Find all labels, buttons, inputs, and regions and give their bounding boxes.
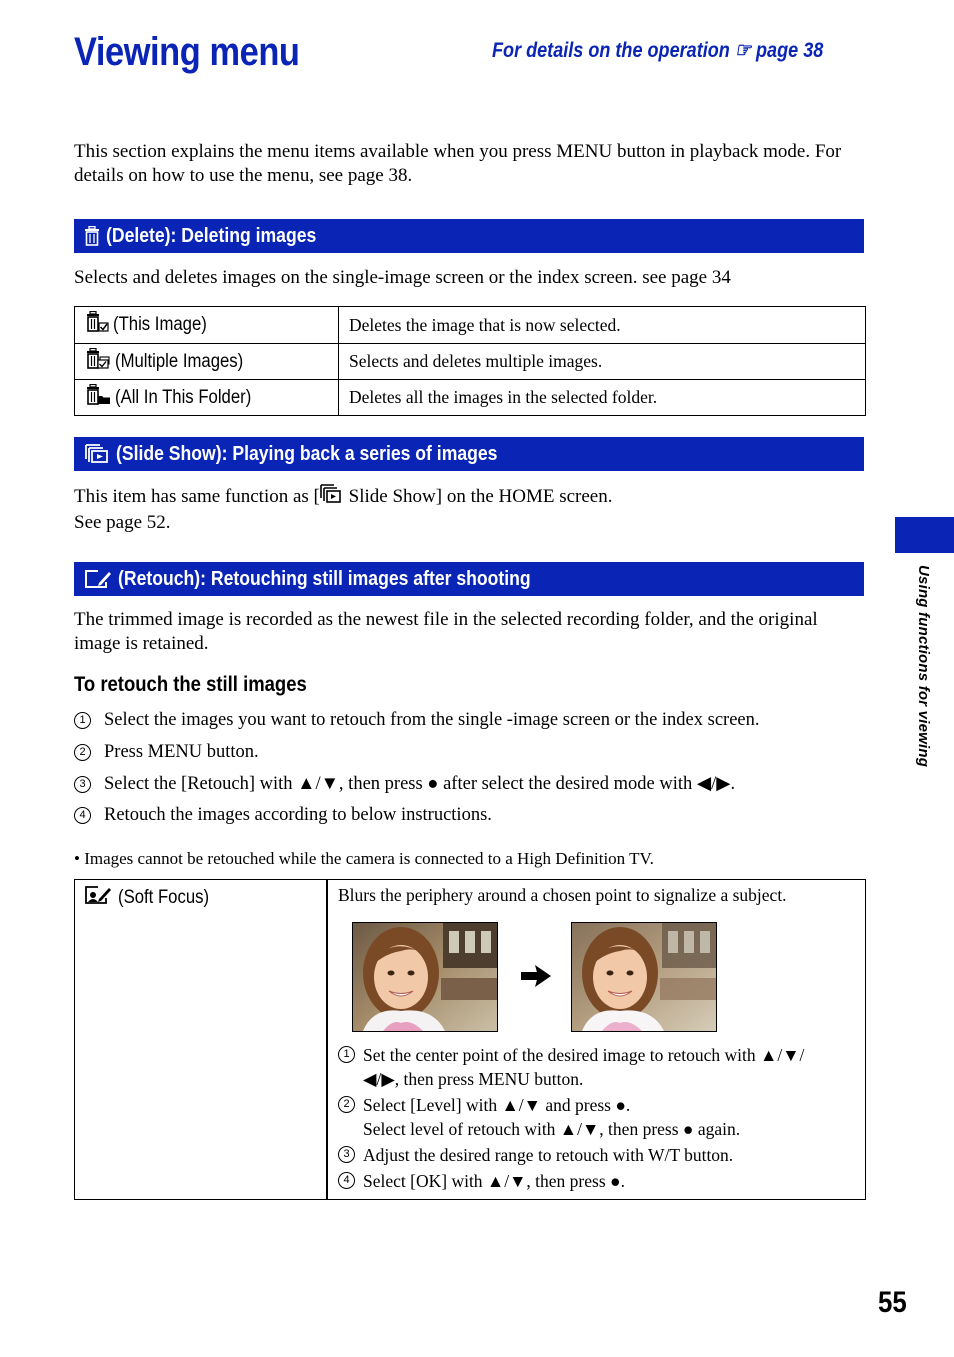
slideshow-icon bbox=[84, 443, 110, 465]
slideshow-section-header bbox=[74, 437, 864, 471]
step-number: 1 bbox=[74, 712, 91, 729]
operation-details-link[interactable]: For details on the operation ☞ page 38 bbox=[492, 39, 824, 62]
retouch-section-header bbox=[74, 562, 864, 596]
retouch-step-4 bbox=[74, 805, 492, 826]
retouch-step-2 bbox=[74, 742, 259, 763]
soft-focus-item[interactable] bbox=[84, 884, 221, 912]
step-text: Select the images you want to retouch from the single -image screen or the index screen. bbox=[104, 710, 760, 730]
table-divider bbox=[326, 879, 328, 1200]
delete-all-in-folder-item[interactable] bbox=[75, 380, 339, 416]
slideshow-description bbox=[74, 484, 864, 535]
step-text: Select [Level] with ▲/▼ and press ●. bbox=[363, 1095, 631, 1115]
chapter-tab-text: Using functions for viewing bbox=[915, 565, 932, 768]
page-title: Viewing menu bbox=[74, 30, 300, 74]
retouch-icon bbox=[84, 568, 112, 590]
table-row bbox=[75, 307, 866, 344]
slideshow-inline-icon bbox=[320, 484, 342, 511]
delete-multiple-images-desc: Selects and deletes multiple images. bbox=[339, 344, 866, 380]
delete-this-image-desc: Deletes the image that is now selected. bbox=[339, 307, 866, 344]
delete-section-header bbox=[74, 219, 864, 253]
delete-this-image-icon bbox=[85, 311, 109, 339]
page-number: 55 bbox=[878, 1286, 907, 1319]
soft-focus-description: Blurs the periphery around a chosen point to signalize a subject. bbox=[338, 885, 787, 905]
step-number: 2 bbox=[74, 744, 91, 761]
table-row bbox=[75, 380, 866, 416]
delete-multiple-images-icon bbox=[85, 348, 111, 376]
table-row bbox=[75, 344, 866, 380]
step-text: Press MENU button. bbox=[104, 742, 259, 762]
chapter-tab-label bbox=[912, 565, 932, 785]
step-number: 4 bbox=[74, 807, 91, 824]
step-text: Select the [Retouch] with ▲/▼, then press ● after select the desired mode with ◀/▶. bbox=[104, 774, 736, 794]
intro-paragraph: This section explains the menu items available when you press MENU button in playback mode. For details on how to use the menu, see page 38. bbox=[74, 141, 842, 186]
retouch-description: The trimmed image is recorded as the newest file in the selected recording folder, and the original image is retained. bbox=[74, 609, 818, 654]
step-text: Select [OK] with ▲/▼, then press ●. bbox=[363, 1171, 625, 1191]
after-retouch-photo bbox=[571, 922, 717, 1032]
step-text: Retouch the images according to below instructions. bbox=[104, 805, 492, 825]
retouch-note: • Images cannot be retouched while the camera is connected to a High Definition TV. bbox=[74, 849, 654, 868]
step-number: 4 bbox=[338, 1172, 355, 1189]
soft-focus-step-1 bbox=[338, 1043, 804, 1091]
soft-focus-step-4 bbox=[338, 1169, 625, 1193]
soft-focus-icon bbox=[84, 884, 114, 912]
step-number: 2 bbox=[338, 1096, 355, 1113]
arrow-right-icon bbox=[519, 964, 553, 993]
delete-multiple-images-label: (Multiple Images) bbox=[115, 350, 244, 372]
step-text: ◀/▶, then press MENU button. bbox=[363, 1069, 584, 1089]
step-text: Select level of retouch with ▲/▼, then press ● again. bbox=[363, 1119, 741, 1139]
step-text: Adjust the desired range to retouch with W/T button. bbox=[363, 1145, 734, 1165]
slideshow-line1-prefix: This item has same function as [ bbox=[74, 485, 320, 507]
step-text: Set the center point of the desired image to retouch with ▲/▼/ bbox=[363, 1045, 805, 1065]
delete-all-in-folder-desc: Deletes all the images in the selected folder. bbox=[339, 380, 866, 416]
soft-focus-label: (Soft Focus) bbox=[118, 887, 210, 908]
chapter-tab[interactable] bbox=[895, 517, 954, 553]
slideshow-line1-suffix: Slide Show] on the HOME screen. bbox=[343, 485, 613, 507]
delete-this-image-item[interactable] bbox=[75, 307, 339, 344]
delete-section-title: (Delete): Deleting images bbox=[106, 224, 317, 247]
delete-multiple-images-item[interactable] bbox=[75, 344, 339, 380]
step-number: 3 bbox=[74, 776, 91, 793]
retouch-section-title: (Retouch): Retouching still images after shooting bbox=[118, 567, 531, 590]
before-retouch-photo bbox=[352, 922, 498, 1032]
delete-description: Selects and deletes images on the single-image screen or the index screen. see page 34 bbox=[74, 267, 731, 288]
retouch-step-1 bbox=[74, 710, 760, 731]
soft-focus-step-2 bbox=[338, 1093, 740, 1141]
delete-this-image-label: (This Image) bbox=[113, 314, 207, 336]
retouch-subheading: To retouch the still images bbox=[74, 673, 307, 696]
step-number: 1 bbox=[338, 1046, 355, 1063]
delete-all-in-folder-label: (All In This Folder) bbox=[115, 386, 252, 408]
delete-options-table bbox=[74, 306, 866, 416]
slideshow-page-ref: See page 52. bbox=[74, 512, 171, 533]
delete-all-in-folder-icon bbox=[85, 384, 111, 412]
slideshow-section-title: (Slide Show): Playing back a series of images bbox=[116, 442, 498, 465]
trash-icon bbox=[84, 226, 100, 246]
soft-focus-step-3 bbox=[338, 1143, 733, 1167]
retouch-step-3 bbox=[74, 773, 735, 795]
step-number: 3 bbox=[338, 1146, 355, 1163]
